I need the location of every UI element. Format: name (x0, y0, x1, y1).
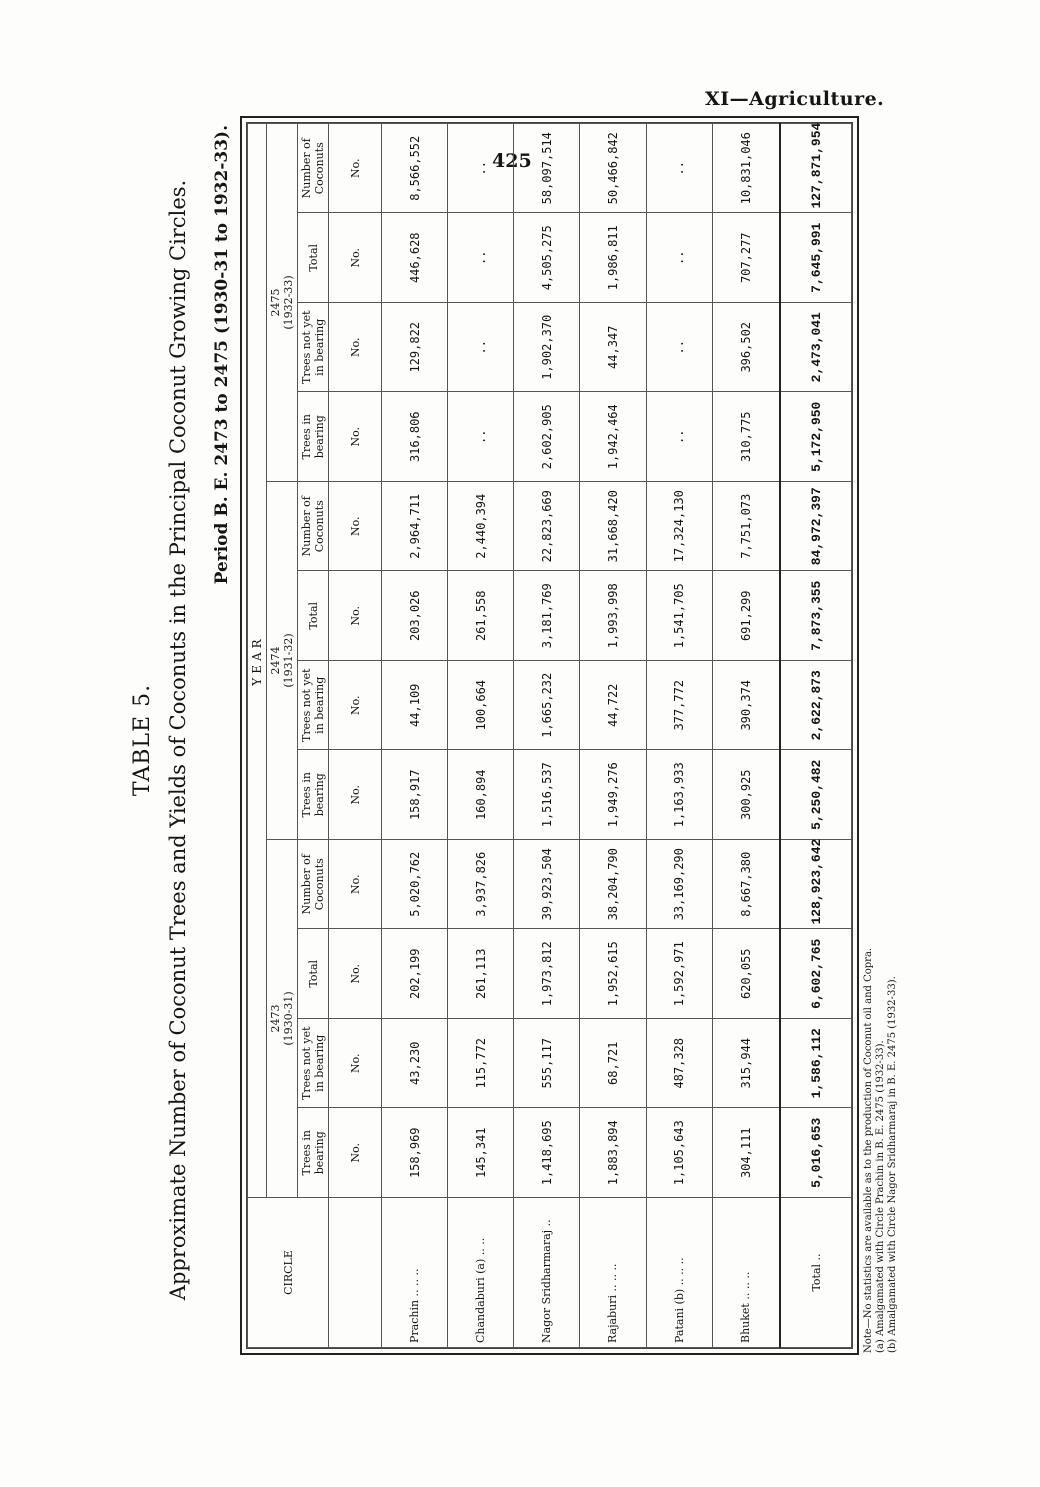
year-be: 2474 (269, 646, 282, 675)
table-title: Approximate Number of Coconut Trees and Yields of Coconuts in the Principal Coconut Growing Circles. (166, 179, 190, 1301)
value-cell: 390,374 (712, 661, 780, 751)
value-cell: 1,592,971 (646, 929, 712, 1019)
value-cell: 203,026 (382, 571, 448, 661)
table-label: TABLE 5. (130, 683, 155, 797)
value-cell: .. (646, 124, 712, 214)
value-cell: 316,806 (382, 392, 448, 482)
subcolumn-header: Trees not yet in bearing (298, 1019, 329, 1109)
value-cell: 7,751,073 (712, 482, 780, 572)
value-cell: 487,328 (646, 1019, 712, 1109)
value-cell: 1,942,464 (580, 392, 646, 482)
unit-cell: No. (329, 213, 382, 303)
value-cell: 1,163,933 (646, 750, 712, 840)
circle-header: CIRCLE (248, 1198, 329, 1348)
value-cell: 4,505,275 (514, 213, 580, 303)
value-cell: 1,949,276 (580, 750, 646, 840)
value-cell: 38,204,790 (580, 840, 646, 930)
value-cell: 310,775 (712, 392, 780, 482)
table-row (712, 124, 780, 1348)
subcolumn-header: Number of Coconuts (298, 840, 329, 930)
circle-name: Rajaburi .. .. .. (580, 1198, 646, 1348)
value-cell: 158,969 (382, 1108, 448, 1198)
value-cell: 2,440,394 (448, 482, 514, 572)
circle-name: Bhuket .. .. .. (712, 1198, 780, 1348)
circle-name: Chandaburi (a) .. .. (448, 1198, 514, 1348)
table-row (514, 124, 580, 1348)
value-cell: 1,883,894 (580, 1108, 646, 1198)
value-cell: 396,502 (712, 303, 780, 393)
table-row (646, 124, 712, 1348)
table-row (580, 124, 646, 1348)
value-cell: 1,516,537 (514, 750, 580, 840)
value-cell: 160,894 (448, 750, 514, 840)
subcolumn-header: Trees in bearing (298, 750, 329, 840)
value-cell: 377,772 (646, 661, 712, 751)
value-cell: 39,923,504 (514, 840, 580, 930)
value-cell: 691,299 (712, 571, 780, 661)
value-cell: 300,925 (712, 750, 780, 840)
year-be: 2475 (269, 288, 282, 317)
value-cell: 1,986,811 (580, 213, 646, 303)
value-cell: 555,117 (514, 1019, 580, 1109)
unit-cell: No. (329, 392, 382, 482)
value-cell: 145,341 (448, 1108, 514, 1198)
value-cell: 261,558 (448, 571, 514, 661)
value-cell: 50,466,842 (580, 124, 646, 214)
table-row (448, 124, 514, 1348)
units-blank (329, 1198, 382, 1348)
page-number: 425 (492, 150, 532, 172)
table-frame (240, 116, 859, 1355)
total-cell: 5,016,653 (780, 1108, 851, 1198)
rotated-table-page (120, 105, 960, 1375)
header-row-year (248, 124, 267, 1348)
value-cell: 1,105,643 (646, 1108, 712, 1198)
value-cell: 1,665,232 (514, 661, 580, 751)
value-cell: 202,199 (382, 929, 448, 1019)
value-cell: 58,097,514 (514, 124, 580, 214)
value-cell: 304,111 (712, 1108, 780, 1198)
subcolumn-header: Total (298, 571, 329, 661)
subcolumn-header: Total (298, 929, 329, 1019)
note-b: (b) Amalgamated with Circle Nagor Sridharmaraj in B. E. 2475 (1932-33). (887, 976, 898, 1353)
header-row-years (267, 124, 298, 1348)
circle-name: Nagor Sridharmaraj .. (514, 1198, 580, 1348)
value-cell: 44,109 (382, 661, 448, 751)
value-cell: 1,952,615 (580, 929, 646, 1019)
value-cell: 1,973,812 (514, 929, 580, 1019)
subcolumn-header: Trees in bearing (298, 1108, 329, 1198)
value-cell: 8,667,380 (712, 840, 780, 930)
value-cell: 43,230 (382, 1019, 448, 1109)
value-cell: 1,418,695 (514, 1108, 580, 1198)
note-a: (a) Amalgamated with Circle Prachin in B. E. 2475 (1932-33). (875, 1040, 886, 1353)
year-2475 (267, 124, 298, 482)
value-cell: 5,020,762 (382, 840, 448, 930)
total-cell: 2,622,873 (780, 661, 851, 751)
year-2473 (267, 840, 298, 1198)
value-cell: 1,541,705 (646, 571, 712, 661)
value-cell: 446,628 (382, 213, 448, 303)
value-cell: 33,169,290 (646, 840, 712, 930)
total-cell: 2,473,041 (780, 303, 851, 393)
value-cell: 3,937,826 (448, 840, 514, 930)
period-line: Period B. E. 2473 to 2475 (1930-31 to 1932-33). (212, 125, 232, 585)
value-cell: 707,277 (712, 213, 780, 303)
subcolumn-header: Number of Coconuts (298, 124, 329, 214)
year-ce: (1932-33) (282, 275, 295, 330)
value-cell: .. (448, 303, 514, 393)
value-cell: 44,722 (580, 661, 646, 751)
total-cell: 7,645,991 (780, 213, 851, 303)
value-cell: 44,347 (580, 303, 646, 393)
total-cell: 5,250,482 (780, 750, 851, 840)
unit-cell: No. (329, 482, 382, 572)
year-be: 2473 (269, 1004, 282, 1033)
units-row (329, 124, 382, 1348)
total-row (780, 124, 851, 1348)
value-cell: 100,664 (448, 661, 514, 751)
value-cell: .. (646, 303, 712, 393)
value-cell: 315,944 (712, 1019, 780, 1109)
value-cell: 261,113 (448, 929, 514, 1019)
value-cell: 10,831,046 (712, 124, 780, 214)
coconut-table (247, 123, 852, 1348)
value-cell: 2,602,905 (514, 392, 580, 482)
subcolumn-header: Trees in bearing (298, 392, 329, 482)
unit-cell: No. (329, 1108, 382, 1198)
table-body (329, 124, 852, 1348)
total-cell: 84,972,397 (780, 482, 851, 572)
unit-cell: No. (329, 750, 382, 840)
circle-name: Prachin .. .. .. (382, 1198, 448, 1348)
value-cell: 158,917 (382, 750, 448, 840)
value-cell: 1,993,998 (580, 571, 646, 661)
value-cell: .. (448, 392, 514, 482)
unit-cell: No. (329, 571, 382, 661)
total-cell: 128,923,642 (780, 840, 851, 930)
section-heading: XI—Agriculture. (705, 88, 885, 110)
value-cell: 31,668,420 (580, 482, 646, 572)
unit-cell: No. (329, 661, 382, 751)
year-header: YEAR (248, 124, 267, 1198)
note-main: Note—No statistics are available as to the production of Coconut oil and Copra. (863, 947, 874, 1353)
subcolumn-header: Trees not yet in bearing (298, 303, 329, 393)
total-cell: 127,871,954 (780, 124, 851, 214)
subcolumn-header: Number of Coconuts (298, 482, 329, 572)
value-cell: 3,181,769 (514, 571, 580, 661)
value-cell: 8,566,552 (382, 124, 448, 214)
value-cell: 129,822 (382, 303, 448, 393)
footnotes (863, 948, 899, 1353)
total-cell: 1,586,112 (780, 1019, 851, 1109)
unit-cell: No. (329, 303, 382, 393)
year-2474 (267, 482, 298, 840)
total-cell: 7,873,355 (780, 571, 851, 661)
value-cell: 68,721 (580, 1019, 646, 1109)
unit-cell: No. (329, 1019, 382, 1109)
value-cell: 17,324,130 (646, 482, 712, 572)
total-cell: 5,172,950 (780, 392, 851, 482)
year-ce: (1931-32) (282, 633, 295, 688)
unit-cell: No. (329, 929, 382, 1019)
table-row (382, 124, 448, 1348)
subcolumn-header: Trees not yet in bearing (298, 661, 329, 751)
value-cell: 2,964,711 (382, 482, 448, 572)
value-cell: 115,772 (448, 1019, 514, 1109)
header-row-subcolumns (298, 124, 329, 1348)
subcolumn-header: Total (298, 213, 329, 303)
value-cell: .. (646, 392, 712, 482)
unit-cell: No. (329, 840, 382, 930)
unit-cell: No. (329, 124, 382, 214)
value-cell: 620,055 (712, 929, 780, 1019)
total-label: Total .. (780, 1198, 851, 1348)
value-cell: 1,902,370 (514, 303, 580, 393)
year-ce: (1930-31) (282, 991, 295, 1046)
circle-name: Patani (b) .. .. .. (646, 1198, 712, 1348)
value-cell: .. (448, 213, 514, 303)
value-cell: .. (448, 124, 514, 214)
total-cell: 6,602,765 (780, 929, 851, 1019)
value-cell: .. (646, 213, 712, 303)
value-cell: 22,823,669 (514, 482, 580, 572)
